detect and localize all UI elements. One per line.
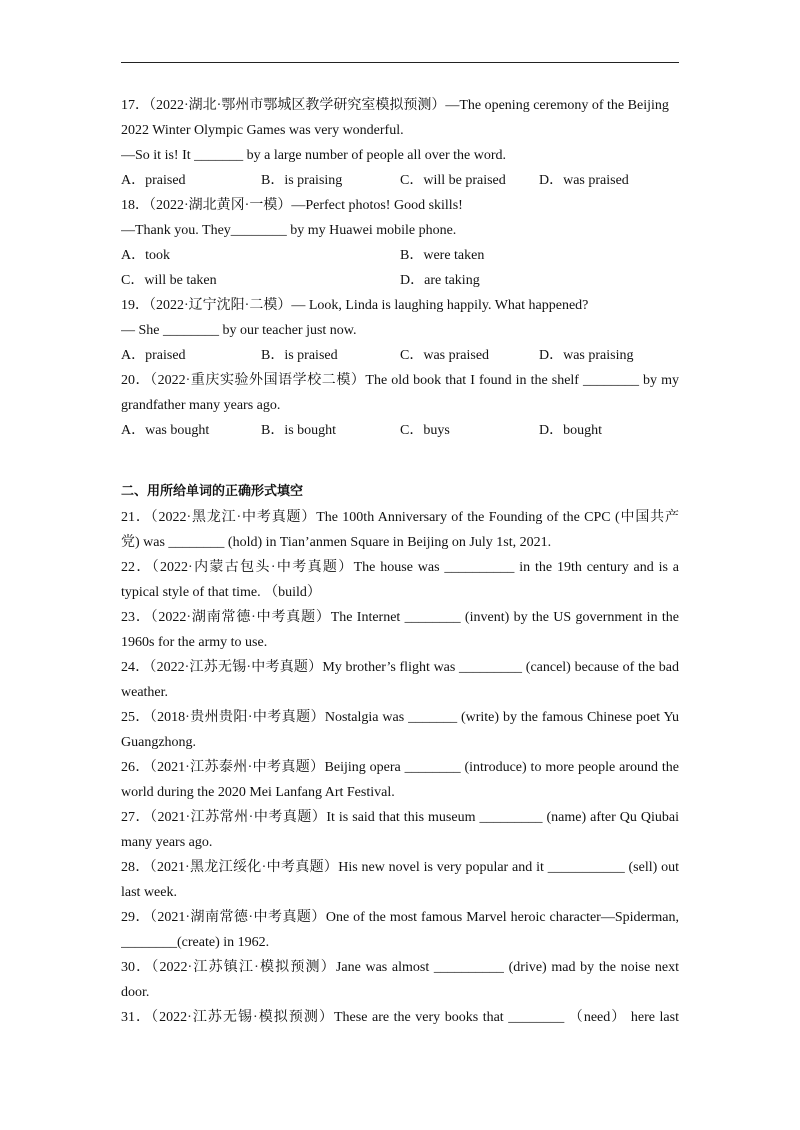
question-line: 25．（2018·贵州贵阳·中考真题）Nostalgia was _______ (write) by the famous Chinese poet Yu — [121, 710, 679, 725]
question-25 — [121, 705, 679, 755]
section-title: 二、用所给单词的正确形式填空 — [121, 484, 304, 499]
question-line: 31．（2022·江苏无锡·模拟预测）These are the very books that ________ （need） here last — [121, 1010, 679, 1025]
option-c[interactable]: C．buys — [400, 423, 450, 438]
option-a[interactable]: A．praised — [121, 348, 186, 363]
question-22 — [121, 555, 679, 605]
question-line: 29．（2021·湖南常德·中考真题）One of the most famous Marvel heroic character—Spiderman, — [121, 910, 679, 925]
option-c[interactable]: C．will be praised — [400, 173, 506, 188]
question-line: 20．（2022·重庆实验外国语学校二模）The old book that I found in the shelf ________ by my — [121, 373, 679, 388]
question-line: 30．（2022·江苏镇江·模拟预测）Jane was almost __________ (drive) mad by the noise next — [121, 960, 679, 975]
question-31 — [121, 1005, 679, 1030]
option-d[interactable]: D．was praising — [539, 348, 634, 363]
question-line: 26．（2021·江苏泰州·中考真题）Beijing opera ________ (introduce) to more people around the — [121, 760, 679, 775]
question-23 — [121, 605, 679, 655]
question-line: 21．（2022·黑龙江·中考真题）The 100th Anniversary of the Founding of the CPC (中国共产 — [121, 510, 679, 525]
question-24 — [121, 655, 679, 705]
options-row — [121, 343, 679, 368]
question-line: 27．（2021·江苏常州·中考真题）It is said that this museum _________ (name) after Qu Qiubai — [121, 810, 679, 825]
option-b[interactable]: B．were taken — [400, 248, 485, 263]
option-c[interactable]: C．will be taken — [121, 273, 217, 288]
option-b[interactable]: B．is praising — [261, 173, 343, 188]
option-b[interactable]: B．is praised — [261, 348, 338, 363]
question-line: 28．（2021·黑龙江绥化·中考真题）His new novel is very popular and it ___________ (sell) out — [121, 860, 679, 875]
question-30 — [121, 955, 679, 1005]
question-28 — [121, 855, 679, 905]
question-line: 18．（2022·湖北黄冈·一模）—Perfect photos! Good skills! — [121, 198, 463, 213]
question-27 — [121, 805, 679, 855]
question-line: Guangzhong. — [121, 735, 197, 750]
option-d[interactable]: D．are taking — [400, 273, 480, 288]
question-21 — [121, 505, 679, 555]
question-line: typical style of that time. （build） — [121, 585, 321, 600]
options-row — [121, 418, 679, 443]
question-line: 1960s for the army to use. — [121, 635, 268, 650]
question-line: weather. — [121, 685, 169, 700]
question-line: —Thank you. They________ by my Huawei mobile phone. — [121, 223, 457, 238]
question-line: 19．（2022·辽宁沈阳·二模）— Look, Linda is laughing happily. What happened? — [121, 298, 589, 313]
question-line: last week. — [121, 885, 177, 900]
question-29 — [121, 905, 679, 955]
option-a[interactable]: A．was bought — [121, 423, 210, 438]
question-line: —So it is! It _______ by a large number of people all over the word. — [121, 148, 507, 163]
worksheet-content — [121, 93, 679, 1030]
option-c[interactable]: C．was praised — [400, 348, 490, 363]
question-line: — She ________ by our teacher just now. — [121, 323, 357, 338]
question-line: world during the 2020 Mei Lanfang Art Festival. — [121, 785, 395, 800]
option-b[interactable]: B．is bought — [261, 423, 337, 438]
question-18 — [121, 193, 679, 293]
option-a[interactable]: A．praised — [121, 173, 186, 188]
question-line: door. — [121, 985, 150, 1000]
question-19 — [121, 293, 679, 368]
question-line: 17．（2022·湖北·鄂州市鄂城区教学研究室模拟预测）—The opening ceremony of the Beijing — [121, 98, 669, 113]
question-line: 22．（2022·内蒙古包头·中考真题）The house was __________ in the 19th century and is a — [121, 560, 679, 575]
question-line: 24．（2022·江苏无锡·中考真题）My brother’s flight was _________ (cancel) because of the bad — [121, 660, 679, 675]
question-line: 2022 Winter Olympic Games was very wonderful. — [121, 123, 404, 138]
question-line: ________(create) in 1962. — [121, 935, 270, 950]
question-line: grandfather many years ago. — [121, 398, 281, 413]
question-line: 23．（2022·湖南常德·中考真题）The Internet ________ (invent) by the US government in the — [121, 610, 679, 625]
question-20 — [121, 368, 679, 443]
option-a[interactable]: A．took — [121, 248, 170, 263]
header-rule — [121, 62, 679, 63]
option-d[interactable]: D．was praised — [539, 173, 629, 188]
question-line: 党) was ________ (hold) in Tian’anmen Square in Beijing on July 1st, 2021. — [121, 535, 552, 550]
options-row — [121, 168, 679, 193]
question-26 — [121, 755, 679, 805]
question-line: many years ago. — [121, 835, 213, 850]
options-row — [121, 243, 679, 268]
options-row — [121, 268, 679, 293]
option-d[interactable]: D．bought — [539, 423, 602, 438]
question-17 — [121, 93, 679, 193]
